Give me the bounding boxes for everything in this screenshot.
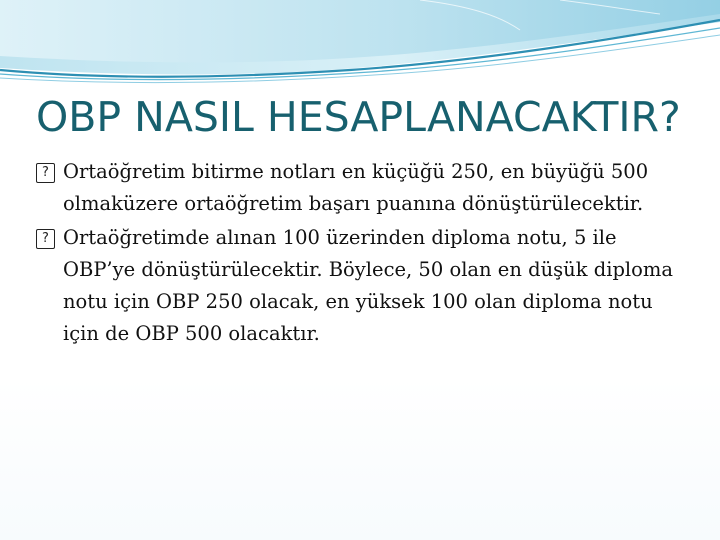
missing-glyph-icon [36,229,55,249]
bullet-item [36,156,676,220]
bullet-item [36,222,676,350]
bullet-text: Ortaöğretim bitirme notları en küçüğü 250, en büyüğü 500 olmaküzere ortaöğretim başarı puanına dönüştürülecektir. [63,160,649,215]
missing-glyph-icon [36,163,55,183]
bullet-list [36,156,676,352]
slide-title: OBP NASIL HESAPLANACAKTIR? [36,93,681,141]
wave-header-decoration [0,0,720,90]
bullet-text: Ortaöğretimde alınan 100 üzerinden diploma notu, 5 ile OBP’ye dönüştürülecektir. Böylece, 50 olan en düşük diploma notu için OBP 250 olacak, en yüksek 100 olan diploma notu için de OBP 500 olacaktır. [63,226,674,345]
